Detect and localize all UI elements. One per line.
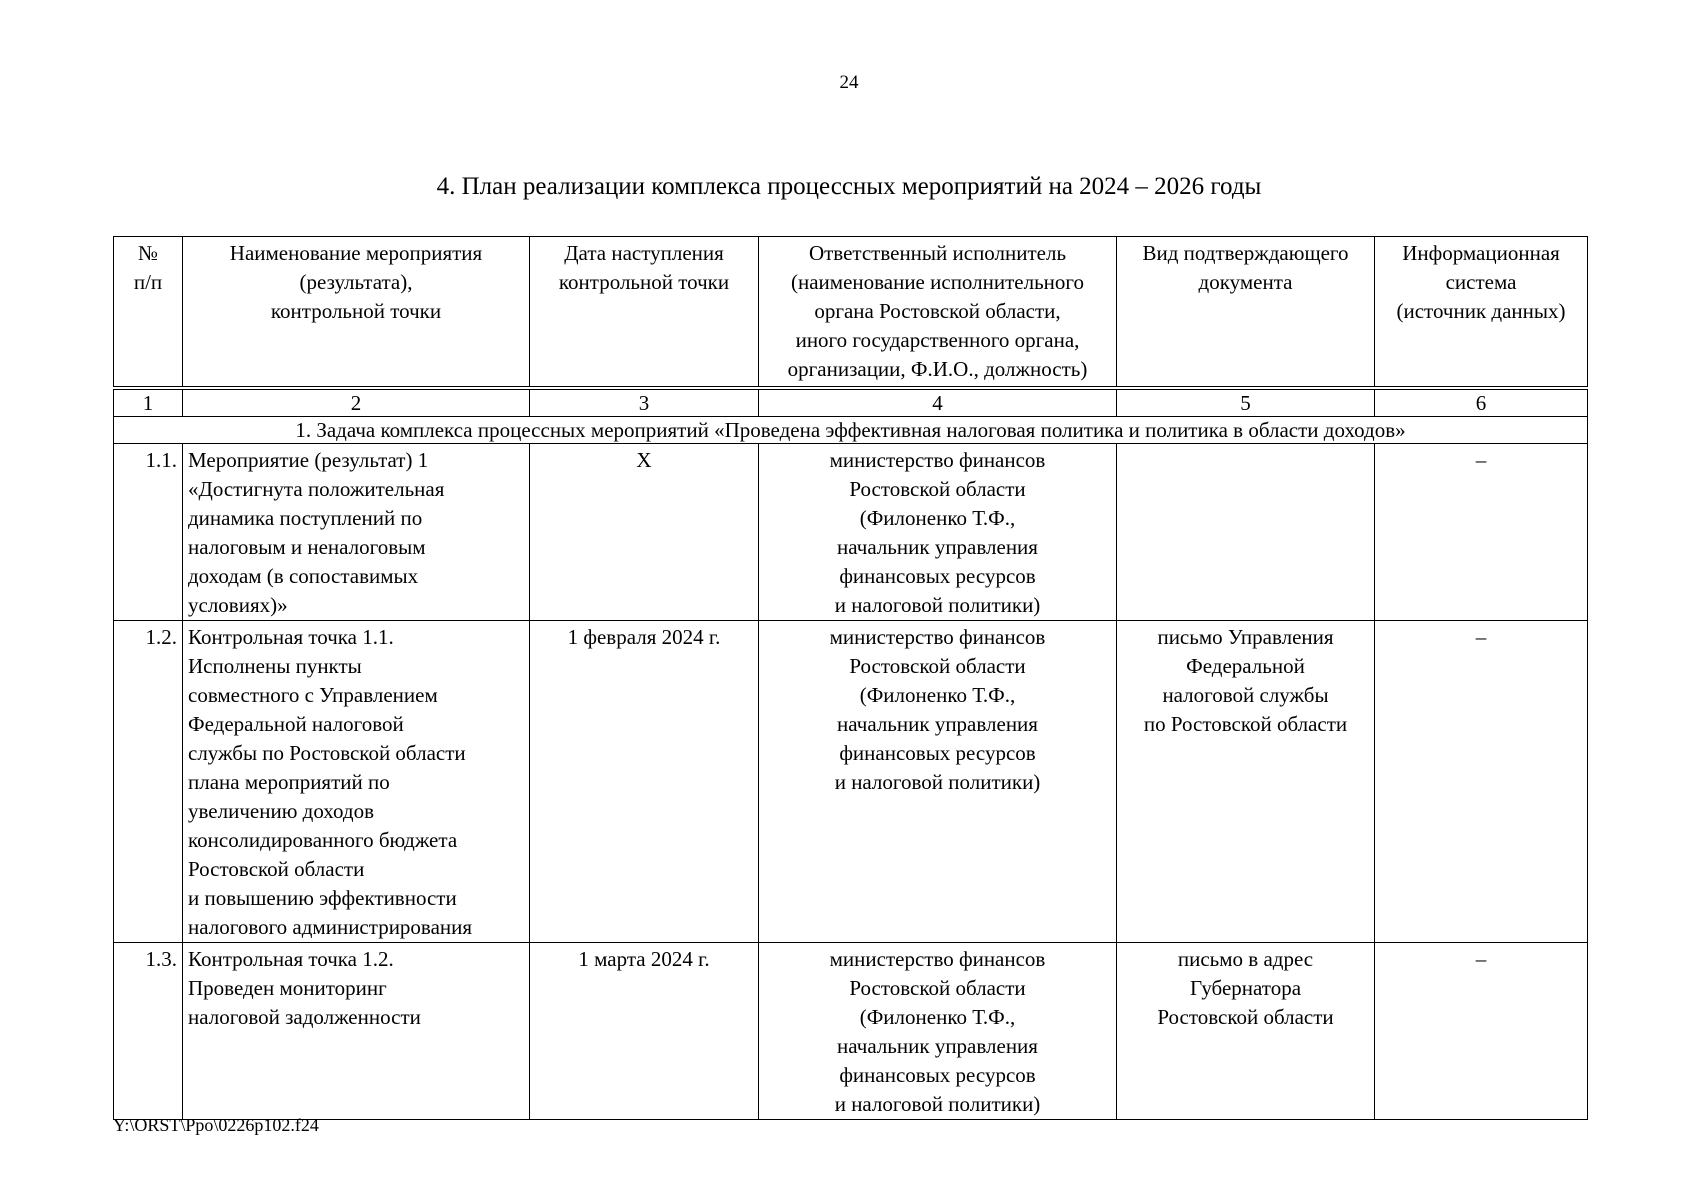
row-date: 1 марта 2024 г.	[530, 943, 759, 1120]
row-document: письмо в адрес Губернатора Ростовской области	[1117, 943, 1375, 1120]
table-row	[114, 444, 1588, 621]
task-row	[114, 417, 1588, 444]
row-name: Контрольная точка 1.1. Исполнены пункты совместного с Управлением Федеральной налоговой службы по Ростовской области плана мероприятий по увеличению доходов консолидированного бюджета Ростовской области и повышению эффективности налогового администрирования	[183, 621, 530, 943]
column-number: 2	[183, 388, 530, 417]
column-number: 5	[1117, 388, 1375, 417]
row-executor: министерство финансов Ростовской области (Филоненко Т.Ф., начальник управления финансовых ресурсов и налоговой политики)	[759, 621, 1117, 943]
header-name: Наименование мероприятия (результата), контрольной точки	[183, 237, 530, 389]
header-number: № п/п	[114, 237, 183, 389]
header-document: Вид подтверждающего документа	[1117, 237, 1375, 389]
row-date: 1 февраля 2024 г.	[530, 621, 759, 943]
table-row	[114, 621, 1588, 943]
header-date: Дата наступления контрольной точки	[530, 237, 759, 389]
row-executor: министерство финансов Ростовской области (Филоненко Т.Ф., начальник управления финансовых ресурсов и налоговой политики)	[759, 943, 1117, 1120]
row-date: Х	[530, 444, 759, 621]
row-system: –	[1375, 621, 1588, 943]
file-path-footer: Y:\ORST\Ppo\0226p102.f24	[113, 1115, 319, 1135]
row-executor: министерство финансов Ростовской области (Филоненко Т.Ф., начальник управления финансовых ресурсов и налоговой политики)	[759, 444, 1117, 621]
plan-table	[113, 236, 1588, 1120]
row-system: –	[1375, 943, 1588, 1120]
column-numbers-row	[114, 388, 1588, 417]
task-title: 1. Задача комплекса процессных мероприятий «Проведена эффективная налоговая политика и политика в области доходов»	[114, 417, 1588, 444]
row-document: письмо Управления Федеральной налоговой службы по Ростовской области	[1117, 621, 1375, 943]
column-number: 6	[1375, 388, 1588, 417]
table-header-row	[114, 237, 1588, 389]
page-title: 4. План реализации комплекса процессных мероприятий на 2024 – 2026 годы	[436, 173, 1262, 200]
header-system: Информационная система (источник данных)	[1375, 237, 1588, 389]
column-number: 3	[530, 388, 759, 417]
row-name: Мероприятие (результат) 1 «Достигнута положительная динамика поступлений по налоговым и неналоговым доходам (в сопоставимых условиях)»	[183, 444, 530, 621]
page-number: 24	[839, 72, 859, 93]
row-document	[1117, 444, 1375, 621]
row-number: 1.2.	[114, 621, 183, 943]
row-number: 1.3.	[114, 943, 183, 1120]
column-number: 4	[759, 388, 1117, 417]
column-number: 1	[114, 388, 183, 417]
table-row	[114, 943, 1588, 1120]
row-number: 1.1.	[114, 444, 183, 621]
row-system: –	[1375, 444, 1588, 621]
header-executor: Ответственный исполнитель (наименование исполнительного органа Ростовской области, иного государственного органа, организации, Ф.И.О., должность)	[759, 237, 1117, 389]
row-name: Контрольная точка 1.2. Проведен мониторинг налоговой задолженности	[183, 943, 530, 1120]
